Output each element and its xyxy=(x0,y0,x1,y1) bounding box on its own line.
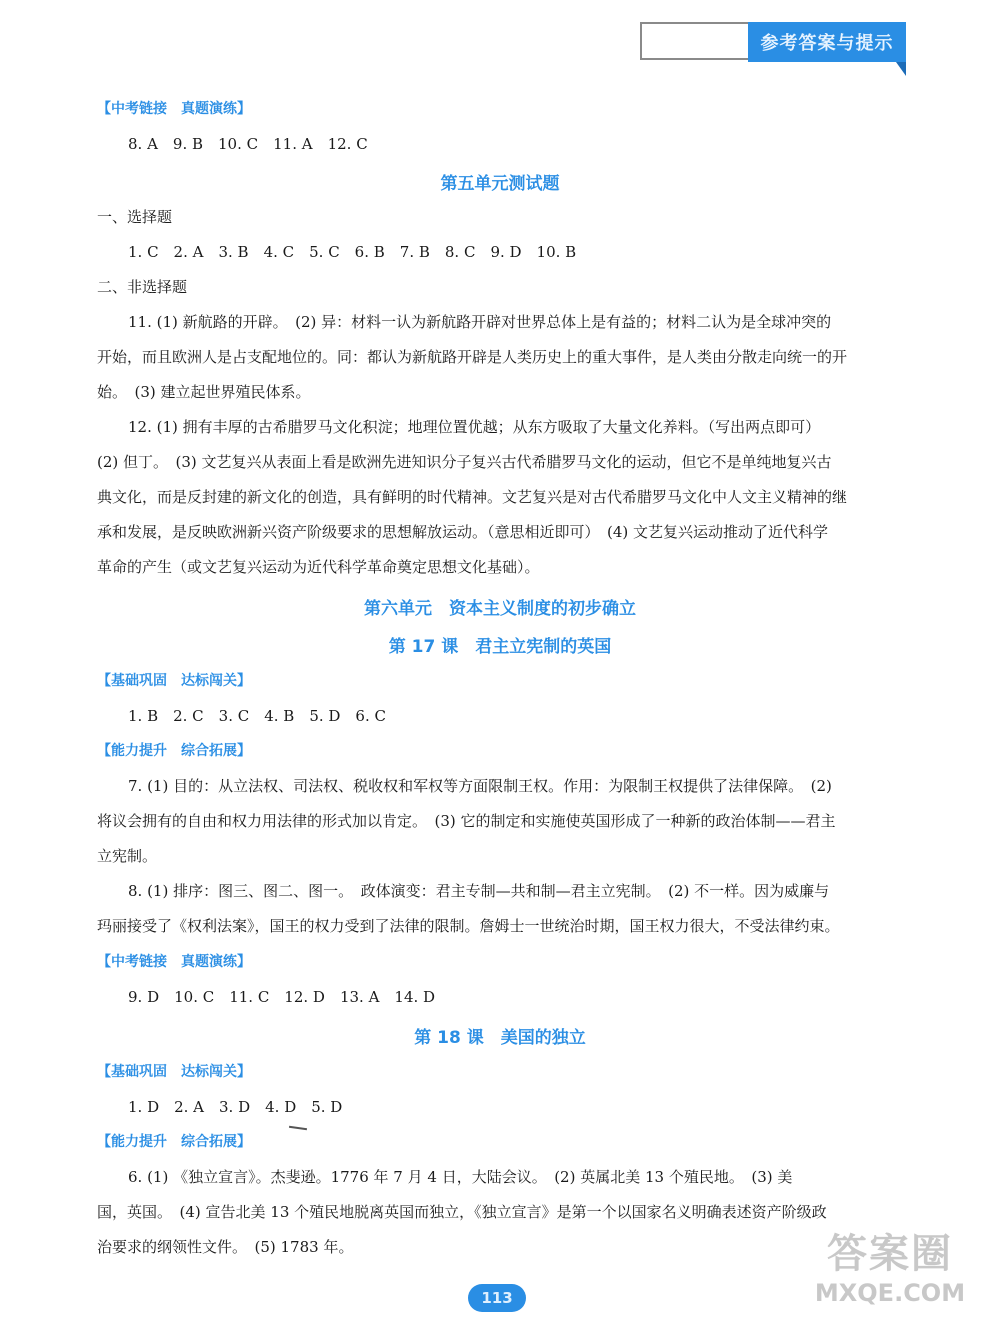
answer-paragraph-line: (2) 但丁。 (3) 文艺复兴从表面上看是欧洲先进知识分子复兴古代希腊罗马文化的运动，但它不是单纯地复兴古 xyxy=(97,453,832,471)
pen-mark xyxy=(289,1126,307,1130)
answer-paragraph-line: 12. (1) 拥有丰厚的古希腊罗马文化积淀；地理位置优越；从东方吸取了大量文化养料。（写出两点即可） xyxy=(128,418,821,436)
unit-title: 第六单元 资本主义制度的初步确立 xyxy=(364,599,636,619)
answer-line: 8. A 9. B 10. C 11. A 12. C xyxy=(128,135,368,153)
answer-paragraph-line: 开始，而且欧洲人是占支配地位的。同：都认为新航路开辟是人类历史上的重大事件，是人类由分散走向统一的开 xyxy=(97,348,848,366)
answer-paragraph-line: 革命的产生（或文艺复兴运动为近代科学革命奠定思想文化基础）。 xyxy=(97,558,540,576)
header-box xyxy=(640,22,752,60)
answer-line: 1. D 2. A 3. D 4. D 5. D xyxy=(128,1098,343,1116)
section-tag: 【基础巩固 达标闯关】 xyxy=(97,673,251,689)
answer-line: 1. C 2. A 3. B 4. C 5. C 6. B 7. B 8. C 9. D 10. B xyxy=(128,243,577,261)
section-tag: 【基础巩固 达标闯关】 xyxy=(97,1064,251,1080)
section-tag: 【能力提升 综合拓展】 xyxy=(97,1134,251,1150)
answer-paragraph-line: 始。 (3) 建立起世界殖民体系。 xyxy=(97,383,311,401)
answer-paragraph-line: 11. (1) 新航路的开辟。 (2) 异：材料一认为新航路开辟对世界总体上是有益的；材料二认为是全球冲突的 xyxy=(128,313,832,331)
unit-title: 第五单元测试题 xyxy=(440,174,560,194)
header-banner: 参考答案与提示 xyxy=(748,22,906,62)
watermark-url: MXQE.COM xyxy=(814,1279,966,1307)
answer-paragraph-line: 玛丽接受了《权利法案》，国王的权力受到了法律的限制。詹姆士一世统治时期，国王权力很大，不受法律约束。 xyxy=(97,917,840,935)
answer-paragraph-line: 国，英国。 (4) 宣告北美 13 个殖民地脱离英国而独立，《独立宣言》是第一个以国家名义明确表述资产阶级政 xyxy=(97,1203,827,1221)
answer-paragraph-line: 典文化，而是反封建的新文化的创造，具有鲜明的时代精神。文艺复兴是对古代希腊罗马文化中人文主义精神的继 xyxy=(97,488,848,506)
answer-line: 9. D 10. C 11. C 12. D 13. A 14. D xyxy=(128,988,436,1006)
section-tag: 【中考链接 真题演练】 xyxy=(97,954,251,970)
section-tag: 【中考链接 真题演练】 xyxy=(97,101,251,117)
answer-paragraph-line: 7. (1) 目的：从立法权、司法权、税收权和军权等方面限制王权。作用：为限制王权提供了法律保障。 (2) xyxy=(128,777,832,795)
question-type-heading: 二、非选择题 xyxy=(97,278,188,296)
section-tag: 【能力提升 综合拓展】 xyxy=(97,743,251,759)
question-type-heading: 一、选择题 xyxy=(97,208,173,226)
answer-paragraph-line: 承和发展，是反映欧洲新兴资产阶级要求的思想解放运动。（意思相近即可） (4) 文艺复兴运动推动了近代科学 xyxy=(97,523,829,541)
watermark-logo: 答案圈 xyxy=(827,1231,953,1277)
page-number: 113 xyxy=(468,1284,526,1312)
lesson-title: 第 18 课 美国的独立 xyxy=(414,1028,586,1048)
answer-paragraph-line: 治要求的纲领性文件。 (5) 1783 年。 xyxy=(97,1238,354,1256)
answer-paragraph-line: 6. (1) 《独立宣言》。杰斐逊。1776 年 7 月 4 日，大陆会议。 (2) 英属北美 13 个殖民地。 (3) 美 xyxy=(128,1168,793,1186)
header-banner-fold xyxy=(896,62,906,76)
lesson-title: 第 17 课 君主立宪制的英国 xyxy=(388,637,612,657)
answer-line: 1. B 2. C 3. C 4. B 5. D 6. C xyxy=(128,707,386,725)
answer-paragraph-line: 8. (1) 排序：图三、图二、图一。 政体演变：君主专制—共和制—君主立宪制。 (2) 不一样。因为威廉与 xyxy=(128,882,830,900)
answer-paragraph-line: 将议会拥有的自由和权力用法律的形式加以肯定。 (3) 它的制定和实施使英国形成了一种新的政治体制——君主 xyxy=(97,812,836,830)
watermark xyxy=(800,1230,980,1330)
answer-paragraph-line: 立宪制。 xyxy=(97,847,158,865)
